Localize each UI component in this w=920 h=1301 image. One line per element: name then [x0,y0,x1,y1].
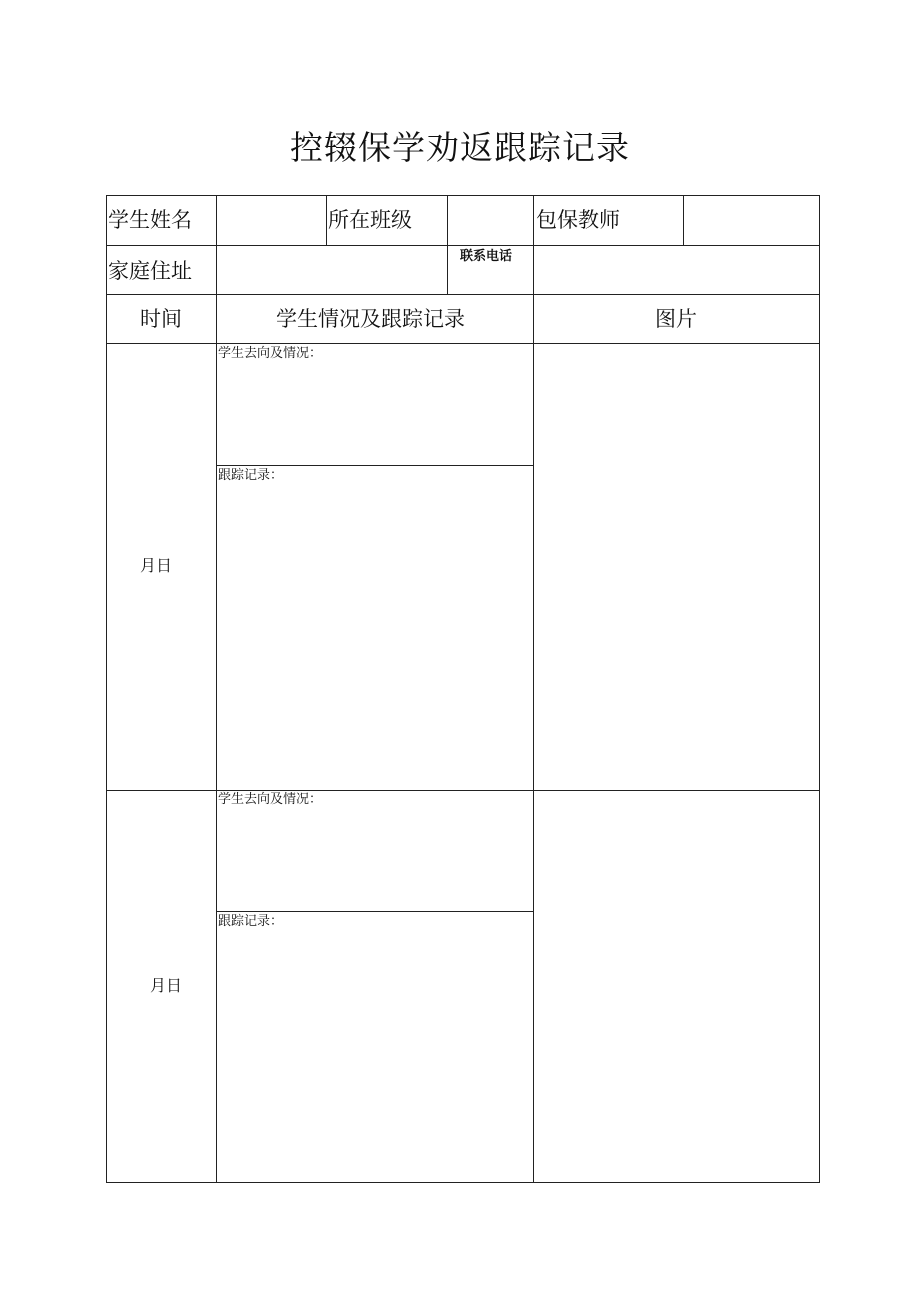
tracking-label: 跟踪记录： [218,468,284,483]
teacher-label: 包保教师 [536,208,620,232]
entry-inner-divider [216,911,534,912]
table-border-bottom [106,1182,820,1183]
phone-label: 联系电话 [460,249,513,264]
teacher-field[interactable] [684,196,819,245]
entry-date: 月日 [140,556,173,575]
tracking-field[interactable] [217,484,533,789]
tracking-field[interactable] [217,930,533,1182]
time-header: 时间 [140,307,182,331]
picture-header: 图片 [655,307,697,331]
record-header: 学生情况及跟踪记录 [276,307,465,331]
table-col-divider [326,195,327,245]
phone-field[interactable] [534,246,819,294]
student-name-field[interactable] [217,196,326,245]
page-title: 控辍保学劝返跟踪记录 [290,128,630,167]
whereabouts-field[interactable] [217,808,533,910]
table-border-right [819,195,820,1183]
address-field[interactable] [217,246,447,294]
picture-area[interactable] [534,791,819,1182]
whereabouts-label: 学生去向及情况： [218,346,323,361]
picture-area[interactable] [534,344,819,790]
entry-inner-divider [216,465,534,466]
entry-date: 月日 [150,976,183,995]
class-label: 所在班级 [328,208,412,232]
whereabouts-label: 学生去向及情况： [218,792,323,807]
tracking-label: 跟踪记录： [218,914,284,929]
student-name-label: 学生姓名 [108,208,192,232]
whereabouts-field[interactable] [217,362,533,464]
table-border-left [106,195,107,1183]
class-field[interactable] [448,196,533,245]
table-row-divider [106,294,820,295]
address-label: 家庭住址 [108,259,192,283]
